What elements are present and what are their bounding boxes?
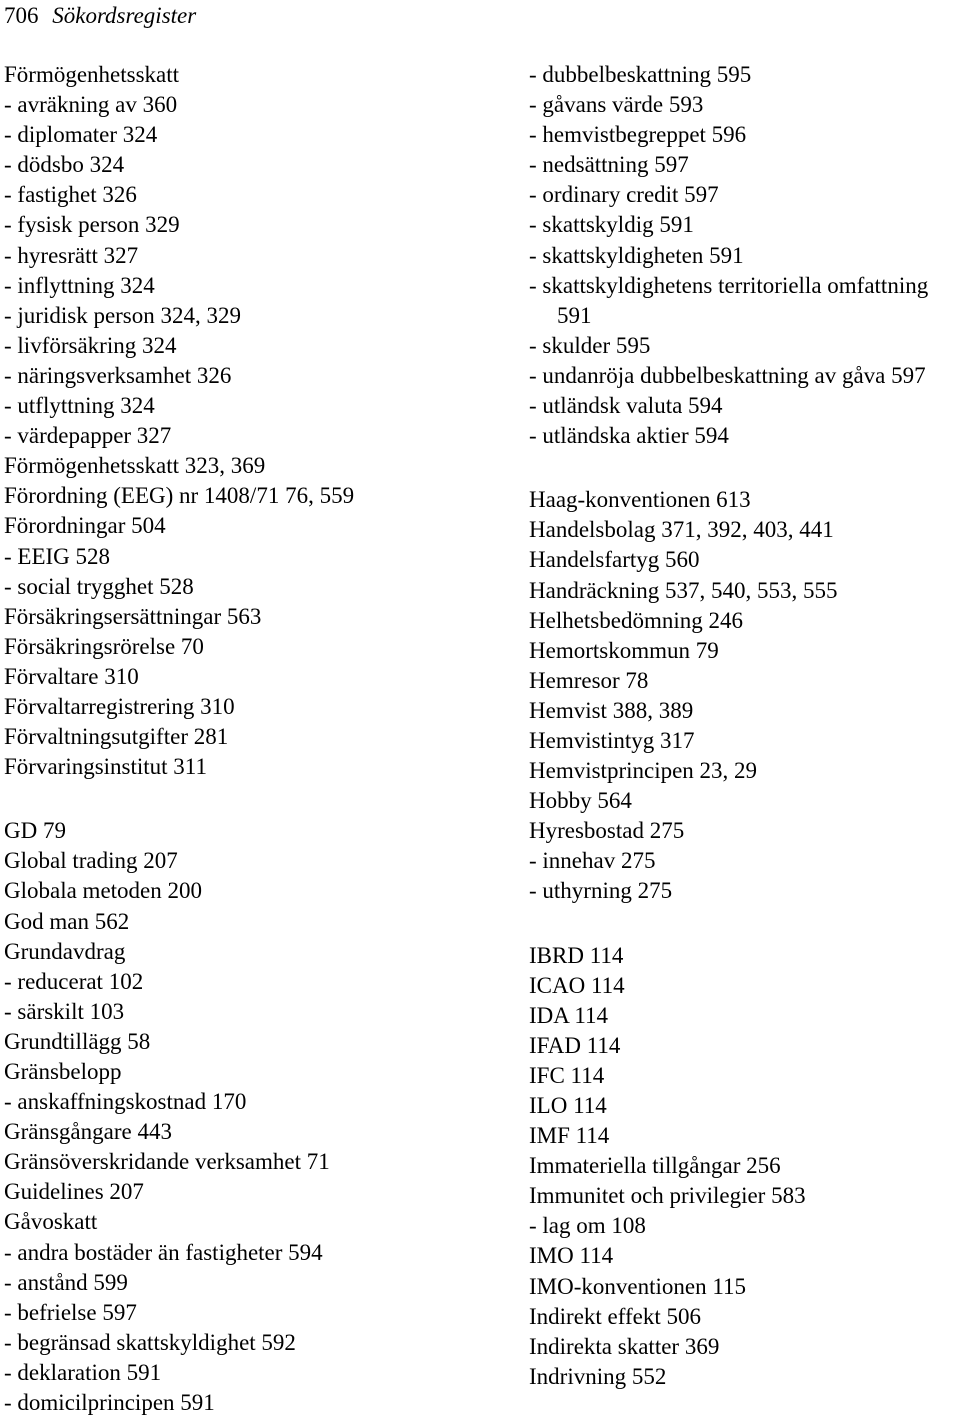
index-entry: - fysisk person 329 bbox=[4, 212, 180, 238]
index-entry: - inflyttning 324 bbox=[4, 272, 155, 298]
page-header bbox=[4, 1, 196, 31]
index-entry: Förvaltarregistrering 310 bbox=[4, 693, 235, 719]
index-entry: - befrielse 597 bbox=[4, 1299, 137, 1325]
index-entry: - anskaffningskostnad 170 bbox=[4, 1089, 247, 1115]
index-entry: - lag om 108 bbox=[529, 1213, 646, 1239]
index-entry: - dödsbo 324 bbox=[4, 152, 125, 178]
index-column-right bbox=[529, 60, 957, 1392]
index-entry: Hemvist 388, 389 bbox=[529, 697, 694, 723]
index-entry: - uthyrning 275 bbox=[529, 878, 673, 904]
index-entry: - näringsverksamhet 326 bbox=[4, 362, 232, 388]
index-entry: Gåvoskatt bbox=[4, 1209, 98, 1235]
index-entry: Helhetsbedömning 246 bbox=[529, 607, 743, 633]
index-entry: GD 79 bbox=[4, 818, 66, 844]
index-entry: Gränsgångare 443 bbox=[4, 1119, 172, 1145]
index-entry: Förmögenhetsskatt bbox=[4, 62, 180, 87]
index-entry: Indirekta skatter 369 bbox=[529, 1333, 720, 1359]
index-entry: - undanröja dubbelbeskattning av gåva 597 bbox=[529, 362, 926, 388]
index-entry: - livförsäkring 324 bbox=[4, 332, 177, 358]
index-entry: Förvaringsinstitut 311 bbox=[4, 754, 207, 780]
index-entry: - utflyttning 324 bbox=[4, 393, 155, 419]
index-entry: Indrivning 552 bbox=[529, 1363, 667, 1389]
index-entry: Hemresor 78 bbox=[529, 667, 649, 693]
index-column-left bbox=[4, 60, 444, 1418]
index-entry: - deklaration 591 bbox=[4, 1359, 162, 1385]
index-entry: IFAD 114 bbox=[529, 1032, 621, 1058]
index-entry: ILO 114 bbox=[529, 1093, 607, 1118]
index-entry: IMO 114 bbox=[529, 1243, 614, 1269]
section-gap bbox=[529, 451, 957, 485]
index-entry: - utländska aktier 594 bbox=[529, 423, 729, 449]
index-entry: Hobby 564 bbox=[529, 788, 632, 814]
index-entry: Förvaltare 310 bbox=[4, 663, 139, 689]
index-entry: Förordningar 504 bbox=[4, 513, 166, 539]
index-entry: Handelsfartyg 560 bbox=[529, 547, 700, 573]
index-entry: Immunitet och privilegier 583 bbox=[529, 1183, 806, 1209]
index-entry: - skattskyldig 591 bbox=[529, 212, 694, 238]
index-entry: Immateriella tillgångar 256 bbox=[529, 1153, 781, 1179]
index-entry: - skattskyldigheten 591 bbox=[529, 242, 744, 268]
index-entry: Gränsbelopp bbox=[4, 1059, 122, 1084]
index-entry: ICAO 114 bbox=[529, 972, 625, 998]
index-entry: - ordinary credit 597 bbox=[529, 182, 719, 208]
index-entry: Grundavdrag bbox=[4, 938, 126, 964]
index-entry: Förvaltningsutgifter 281 bbox=[4, 724, 229, 750]
index-entry: IDA 114 bbox=[529, 1002, 609, 1028]
index-entry: - dubbelbeskattning 595 bbox=[529, 62, 752, 87]
index-entry: - särskilt 103 bbox=[4, 998, 125, 1024]
index-entry: IMO-konventionen 115 bbox=[529, 1273, 746, 1299]
index-entry: Globala metoden 200 bbox=[4, 878, 203, 904]
index-entry: - gåvans värde 593 bbox=[529, 92, 704, 118]
index-entry: IMF 114 bbox=[529, 1123, 610, 1149]
index-entry: - domicilprincipen 591 bbox=[4, 1390, 215, 1416]
index-entry: - avräkning av 360 bbox=[4, 92, 178, 118]
index-entry: - skulder 595 bbox=[529, 332, 651, 358]
index-entry: - nedsättning 597 bbox=[529, 152, 689, 178]
index-entry: IBRD 114 bbox=[529, 942, 624, 968]
index-entry: Hemortskommun 79 bbox=[529, 637, 719, 663]
index-entry: Gränsöverskridande verksamhet 71 bbox=[4, 1149, 330, 1175]
index-entry: Hemvistprincipen 23, 29 bbox=[529, 758, 758, 784]
page-number: 706 bbox=[4, 3, 39, 28]
index-entry: - juridisk person 324, 329 bbox=[4, 302, 242, 328]
index-entry: Handräckning 537, 540, 553, 555 bbox=[529, 577, 838, 603]
index-entry: Global trading 207 bbox=[4, 848, 178, 874]
section-gap bbox=[4, 782, 444, 816]
index-entry: - EEIG 528 bbox=[4, 543, 111, 569]
index-entry: - skattskyldighetens territoriella omfattning 591 bbox=[529, 272, 929, 328]
index-entry: - utländsk valuta 594 bbox=[529, 393, 723, 419]
index-entry: IFC 114 bbox=[529, 1062, 605, 1088]
page-title: Sökordsregister bbox=[52, 3, 197, 28]
index-entry: Hemvistintyg 317 bbox=[529, 727, 695, 753]
index-entry: - andra bostäder än fastigheter 594 bbox=[4, 1239, 323, 1265]
index-entry: Haag-konventionen 613 bbox=[529, 487, 751, 513]
index-entry: Grundtillägg 58 bbox=[4, 1028, 151, 1054]
index-entry: Hyresbostad 275 bbox=[529, 818, 685, 844]
index-entry: - hemvistbegreppet 596 bbox=[529, 122, 747, 148]
index-entry: - diplomater 324 bbox=[4, 122, 158, 148]
index-entry: Handelsbolag 371, 392, 403, 441 bbox=[529, 517, 834, 543]
index-entry: - värdepapper 327 bbox=[4, 423, 172, 449]
index-entry: - begränsad skattskyldighet 592 bbox=[4, 1329, 296, 1355]
index-entry: God man 562 bbox=[4, 908, 130, 934]
index-entry: - reducerat 102 bbox=[4, 968, 144, 994]
section-gap bbox=[529, 907, 957, 941]
index-entry: - innehav 275 bbox=[529, 848, 656, 874]
index-entry: Försäkringsersättningar 563 bbox=[4, 603, 262, 629]
index-entry: Förmögenhetsskatt 323, 369 bbox=[4, 453, 266, 479]
index-entry: Guidelines 207 bbox=[4, 1179, 144, 1205]
index-entry: Förordning (EEG) nr 1408/71 76, 559 bbox=[4, 483, 355, 509]
index-entry: Försäkringsrörelse 70 bbox=[4, 633, 204, 659]
index-entry: - anstånd 599 bbox=[4, 1269, 128, 1295]
index-entry: - hyresrätt 327 bbox=[4, 242, 139, 268]
index-entry: - social trygghet 528 bbox=[4, 573, 194, 599]
index-entry: - fastighet 326 bbox=[4, 182, 137, 208]
index-entry: Indirekt effekt 506 bbox=[529, 1303, 702, 1329]
